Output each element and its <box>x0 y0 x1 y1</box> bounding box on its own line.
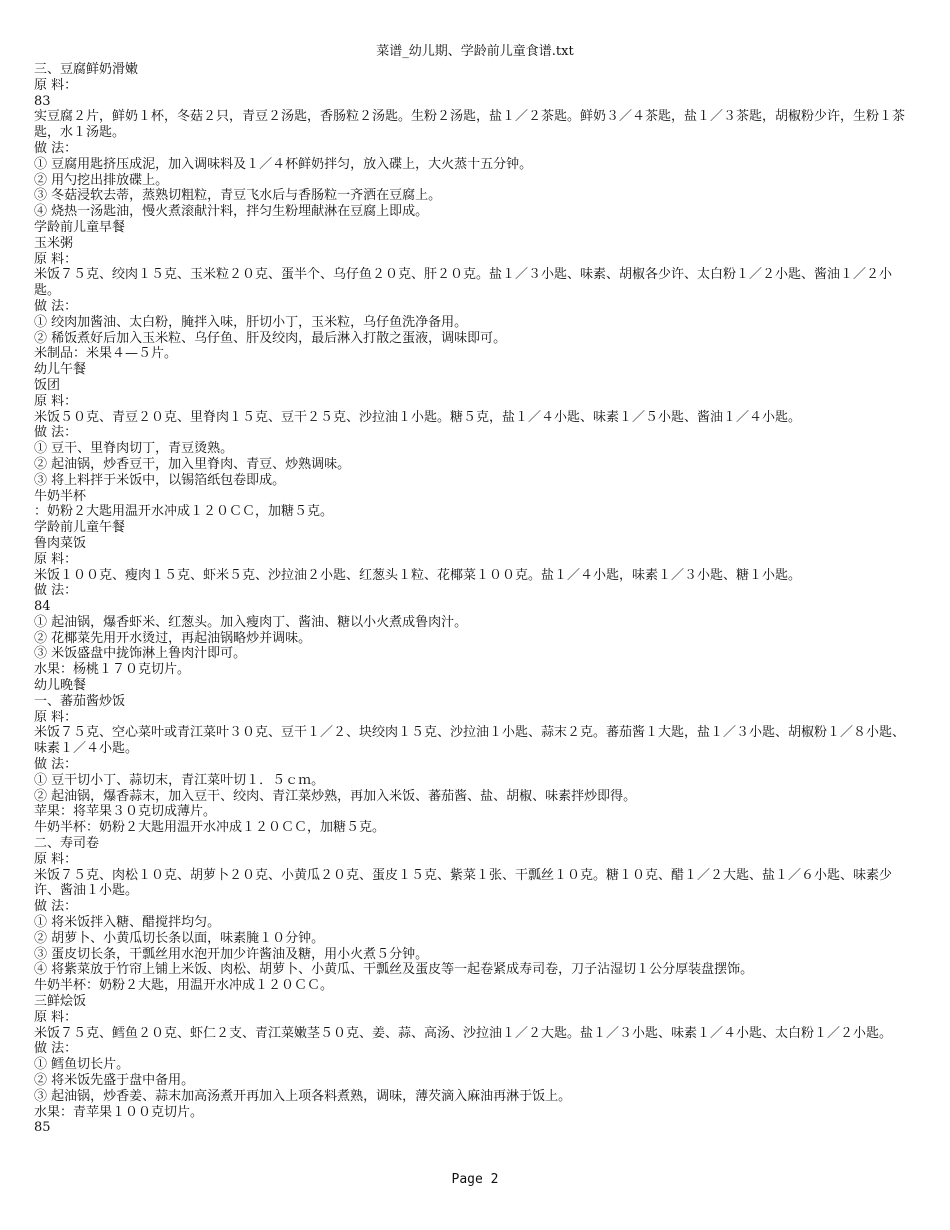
page-number: Page 2 <box>451 1172 499 1187</box>
text-line: 幼儿午餐 <box>34 362 87 378</box>
text-line: 原 料： <box>34 709 78 725</box>
text-line: ① 豆腐用匙挤压成泥，加入调味料及１／４杯鲜奶拌匀，放入碟上，大火蒸十五分钟。 <box>34 156 533 172</box>
text-line: ① 鳕鱼切长片。 <box>34 1057 130 1073</box>
text-line: ③ 米饭盛盘中拢饰淋上鲁肉汁即可。 <box>34 646 247 662</box>
text-line: 一、蕃茄酱炒饭 <box>34 693 126 709</box>
text-line: 原 料： <box>34 393 78 409</box>
text-line: 二、寿司卷 <box>34 836 100 852</box>
text-line: ① 将米饭拌入糖、醋搅拌均匀。 <box>34 915 221 931</box>
text-line: 原 料： <box>34 77 78 93</box>
text-line: 三鲜烩饭 <box>34 994 87 1010</box>
text-line: ① 绞肉加酱油、太白粉，腌拌入味，肝切小丁，玉米粒，乌仔鱼洗净备用。 <box>34 314 468 330</box>
text-line: 米饭１００克、瘦肉１５克、虾米５克、沙拉油２小匙、红葱头１粒、花椰菜１００克。盐１／４小匙，味素１／３小匙、糖１小匙。 <box>34 567 802 583</box>
text-line: 米饭７５克、肉松１０克、胡萝卜２０克、小黄瓜２０克、蛋皮１５克、紫菜１张、干瓢丝１０克。糖１０克、醋１／２大匙、盐１／６小匙、味素少许、酱油１小匙。 <box>34 867 893 899</box>
text-line: 85 <box>34 1120 51 1136</box>
text-line: ② 稀饭煮好后加入玉米粒、乌仔鱼、肝及绞肉，最后淋入打散之蛋液，调味即可。 <box>34 330 507 346</box>
text-line: 玉米粥 <box>34 235 74 251</box>
text-line: 学龄前儿童早餐 <box>34 219 126 235</box>
text-line: 做 法： <box>34 583 78 599</box>
text-line: 做 法： <box>34 899 78 915</box>
text-line: 饭团 <box>34 377 61 393</box>
text-line: 三、豆腐鲜奶滑嫩 <box>34 62 139 77</box>
text-line: 做 法： <box>34 140 78 156</box>
text-line: 米制品：米果４—５片。 <box>34 346 178 362</box>
text-line: ② 胡萝卜、小黄瓜切长条以面，味素腌１０分钟。 <box>34 930 325 946</box>
text-line: ② 将米饭先盛于盘中备用。 <box>34 1073 195 1088</box>
text-line: 做 法： <box>34 757 78 773</box>
text-line: 米饭５０克、青豆２０克、里脊肉１５克、豆干２５克、沙拉油１小匙。糖５克，盐１／４小匙、味素１／５小匙、酱油１／４小匙。 <box>34 409 802 425</box>
text-line: ③ 起油锅，炒香姜、蒜末加高汤煮开再加入上项各料煮熟，调味，薄芡滴入麻油再淋于饭上。 <box>34 1088 572 1104</box>
text-line: ③ 蛋皮切长条，干瓢丝用水泡开加少许酱油及糖，用小火煮５分钟。 <box>34 946 429 962</box>
text-line: ① 豆干切小丁、蒜切末，青江菜叶切１．５ｃｍ。 <box>34 772 325 788</box>
text-line: 苹果：将苹果３０克切成薄片。 <box>34 804 217 820</box>
text-line: ④ 烧热一汤匙油，慢火煮滚献汁料，拌匀生粉埋献淋在豆腐上即成。 <box>34 204 429 220</box>
text-line: 83 <box>34 93 51 109</box>
text-line: 原 料： <box>34 251 78 267</box>
text-line: 牛奶半杯：奶粉２大匙，用温开水冲成１２０ＣＣ。 <box>34 978 334 994</box>
text-line: 幼儿晚餐 <box>34 678 87 694</box>
text-line: ① 起油锅，爆香虾米、红葱头。加入瘦肉丁、酱油、糖以小火煮成鲁肉汁。 <box>34 614 468 630</box>
text-line: 学龄前儿童午餐 <box>34 520 126 536</box>
text-line: 原 料： <box>34 851 78 867</box>
text-line: ② 用勺挖出排放碟上。 <box>34 172 169 188</box>
text-line: 做 法： <box>34 425 78 441</box>
text-line: 做 法： <box>34 298 78 314</box>
text-line: 水果：杨桃１７０克切片。 <box>34 662 191 678</box>
text-line: 鲁肉菜饭 <box>34 535 87 551</box>
text-line: 做 法： <box>34 1041 78 1057</box>
text-line: 米饭７５克、空心菜叶或青江菜叶３０克、豆干１／２、块绞肉１５克、沙拉油１小匙、蒜末２克。蕃茄酱１大匙，盐１／３小匙、胡椒粉１／８小匙、味素１／４小匙。 <box>34 725 906 757</box>
text-line: ：奶粉２大匙用温开水冲成１２０ＣＣ，加糖５克。 <box>34 504 334 520</box>
document-body <box>34 62 914 1136</box>
text-line: ③ 将上料拌于米饭中，以锡箔纸包卷即成。 <box>34 472 286 488</box>
text-line: 水果：青苹果１００克切片。 <box>34 1104 204 1120</box>
text-line: 米饭７５克、绞肉１５克、玉米粒２０克、蛋半个、乌仔鱼２０克、肝２０克。盐１／３小匙、味素、胡椒各少许、太白粉１／２小匙、酱油１／２小匙。 <box>34 267 893 299</box>
text-line: 原 料： <box>34 551 78 567</box>
text-line: 实豆腐２片，鲜奶１杯，冬菇２只，青豆２汤匙，香肠粒２汤匙。生粉２汤匙，盐１／２茶匙。鲜奶３／４茶匙，盐１／３茶匙，胡椒粉少许，生粉１茶匙，水１汤匙。 <box>34 109 906 141</box>
text-line: 米饭７５克、鳕鱼２０克、虾仁２支、青江菜嫩茎５０克、姜、蒜、高汤、沙拉油１／２大匙。盐１／３小匙、味素１／４小匙、太白粉１／２小匙。 <box>34 1025 893 1041</box>
text-line: ① 豆干、里脊肉切丁，青豆烫熟。 <box>34 441 234 457</box>
text-line: 84 <box>34 599 51 615</box>
text-line: ② 起油锅，爆香蒜末，加入豆干、绞肉、青江菜炒熟，再加入米饭、蕃茄酱、盐、胡椒、味素拌炒即得。 <box>34 788 637 804</box>
text-line: ② 起油锅，炒香豆干，加入里脊肉、青豆、炒熟调味。 <box>34 456 351 472</box>
text-line: 牛奶半杯：奶粉２大匙用温开水冲成１２０ＣＣ，加糖５克。 <box>34 820 386 836</box>
text-line: ④ 将紫菜放于竹帘上铺上米饭、肉松、胡萝卜、小黄瓜、干瓢丝及蛋皮等一起卷紧成寿司卷，刀子沾湿切１公分厚装盘摆饰。 <box>34 962 754 978</box>
text-line: 原 料： <box>34 1009 78 1025</box>
text-line: ③ 冬菇浸软去蒂，蒸熟切粗粒，青豆飞水后与香肠粒一齐洒在豆腐上。 <box>34 188 442 204</box>
text-line: ② 花椰菜先用开水烫过，再起油锅略炒并调味。 <box>34 630 312 646</box>
text-line: 牛奶半杯 <box>34 488 87 504</box>
document-title: 菜谱_幼儿期、学龄前儿童食谱.txt <box>376 44 574 59</box>
